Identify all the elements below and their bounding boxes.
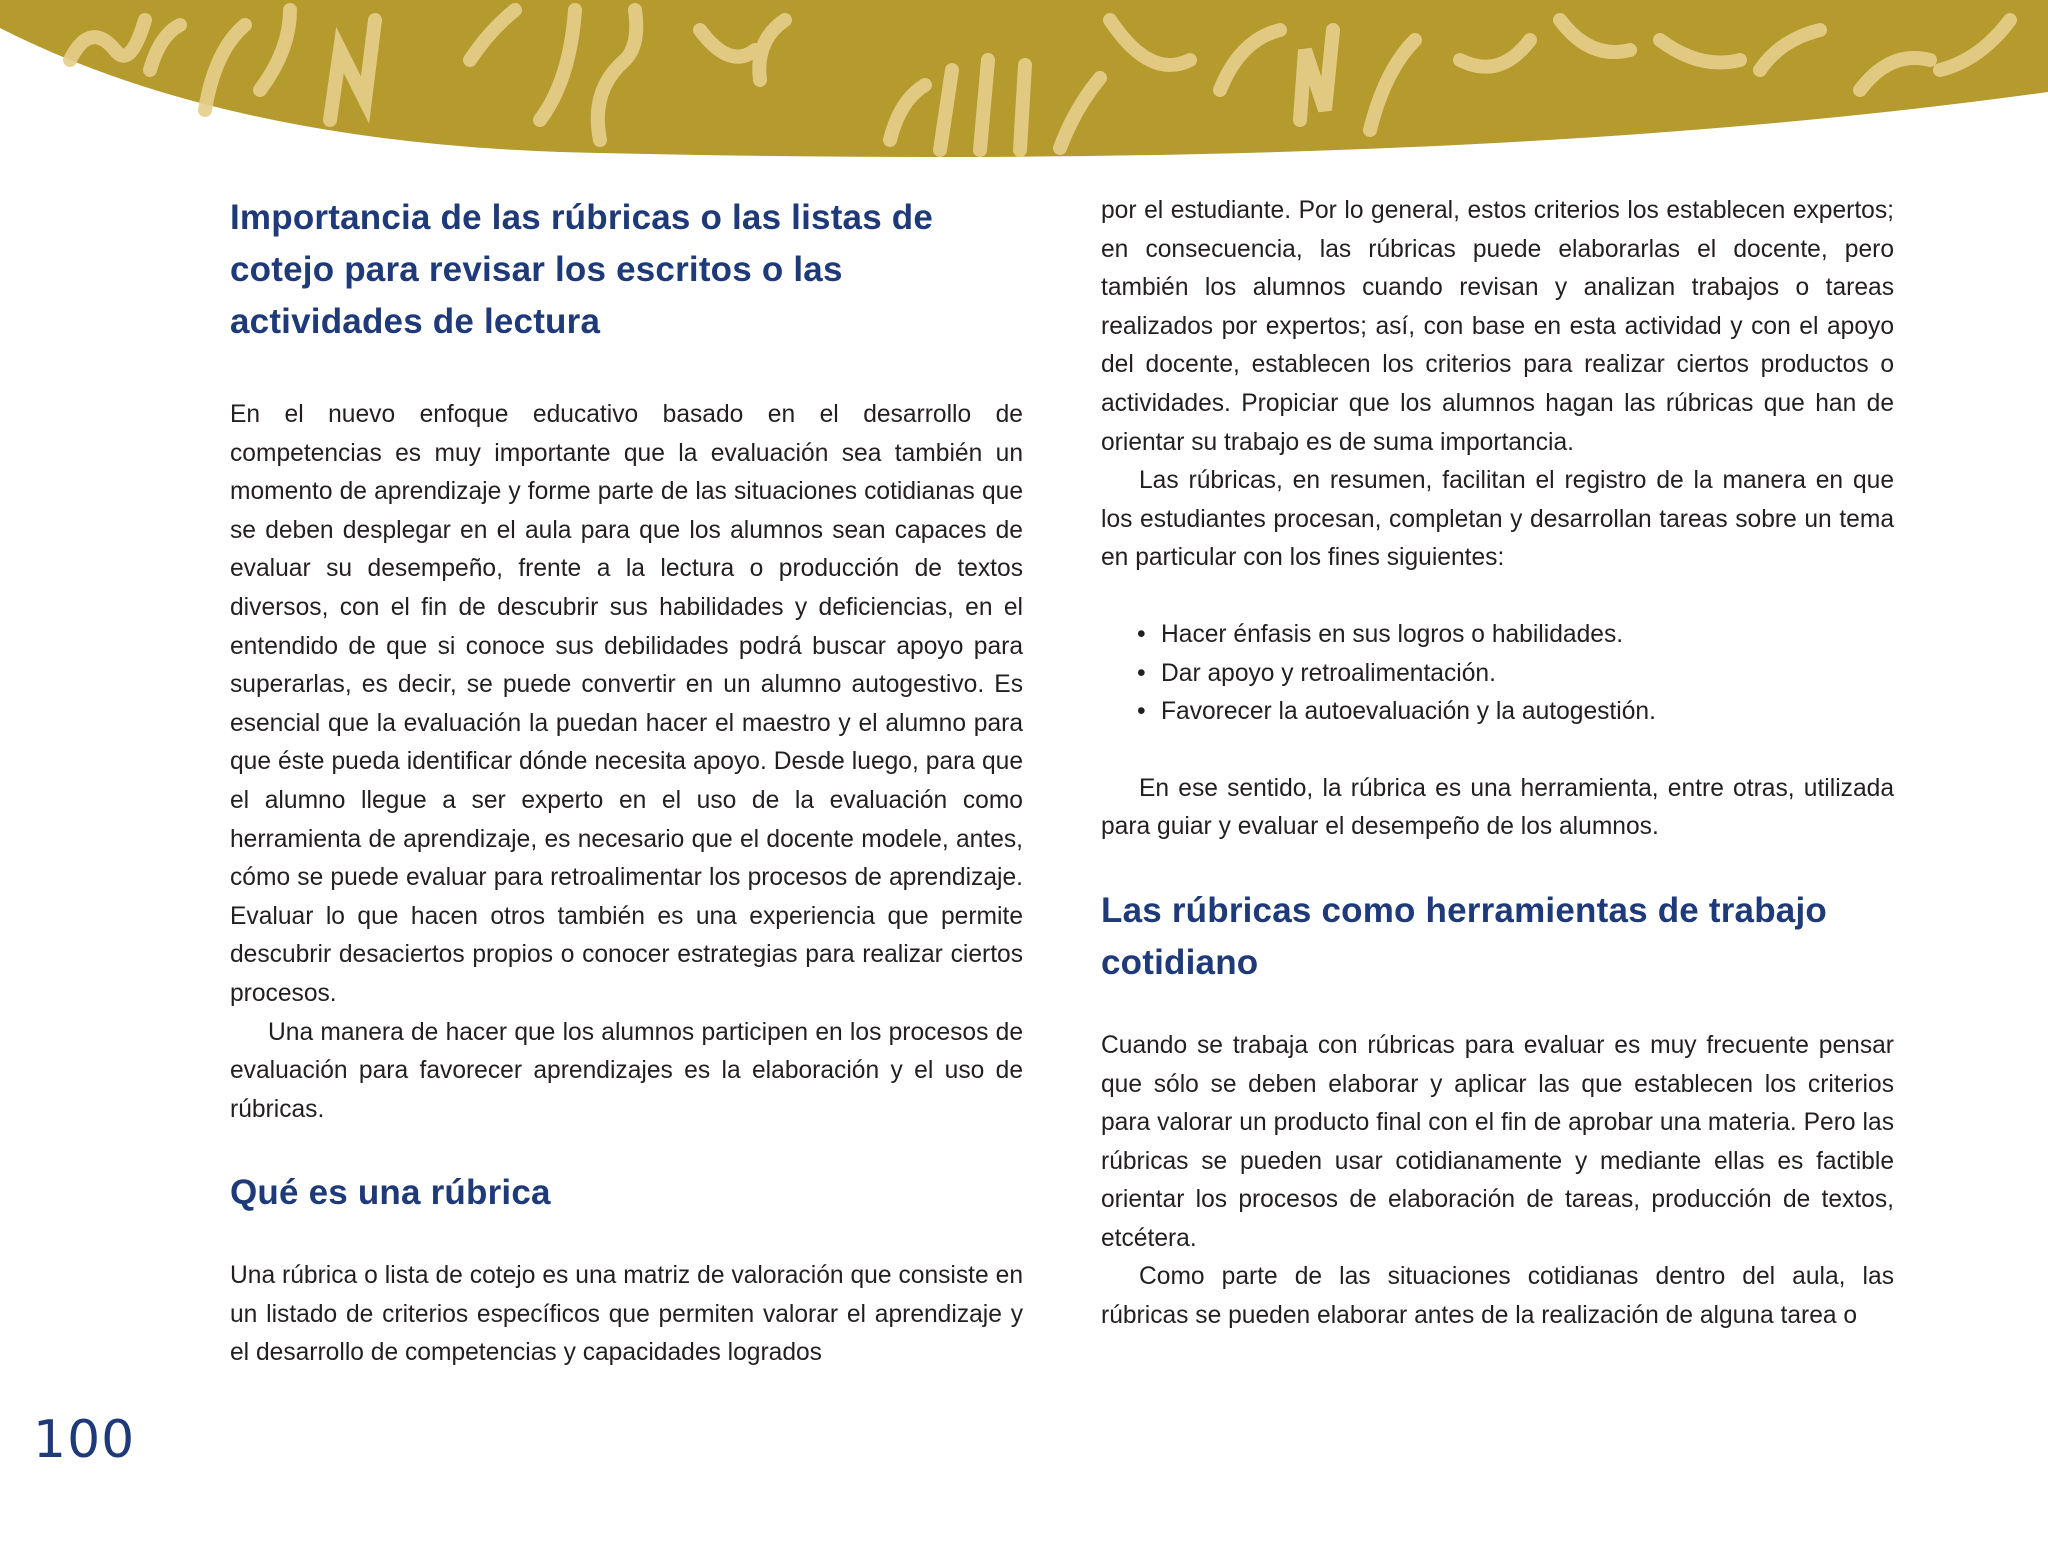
paragraph: En el nuevo enfoque educativo basado en el desarrollo de competencias es muy importante que la evaluación sea también un momento de aprendizaje y forme parte de las situaciones cotidianas que se deben desplegar en el aula para que los alumnos sean capaces de evaluar su desempeño, frente a la lectura o producción de textos diversos, con el fin de descubrir sus habilidades y deficiencias, en el entendido de que si conoce sus debilidades podrá buscar apoyo para superarlas, es decir, se puede convertir en un alumno autogestivo. Es esencial que la evaluación la puedan hacer el maestro y el alumno para que éste pueda identificar dónde necesita apoyo. Desde luego, para que el alumno llegue a ser experto en el uso de la evaluación como herramienta de aprendizaje, es necesario que el docente modele, antes, cómo se puede evaluar para retroalimentar los procesos de aprendizaje. Evaluar lo que hacen otros también es una experiencia que permite descubrir desaciertos propios o conocer estrategias para realizar ciertos procesos. xyxy=(230,401,1023,1007)
page-number: 100 xyxy=(33,1410,136,1470)
bullet-list xyxy=(1101,616,1894,732)
paragraph: Una manera de hacer que los alumnos participen en los procesos de evaluación para favorecer aprendizajes es la elaboración y el uso de rúbricas. xyxy=(230,1018,1023,1123)
right-column xyxy=(1101,192,1894,1336)
decorative-header-banner xyxy=(0,0,2048,170)
paragraph: Cuando se trabaja con rúbricas para evaluar es muy frecuente pensar que sólo se deben elaborar y aplicar las que establecen los criterios para valorar un producto final con el fin de aprobar una materia. Pero las rúbricas se pueden usar cotidianamente y mediante ellas es factible orientar los procesos de elaboración de tareas, producción de textos, etcétera. xyxy=(1101,1031,1894,1252)
paragraph: En ese sentido, la rúbrica es una herramienta, entre otras, utilizada para guiar y evaluar el desempeño de los alumnos. xyxy=(1101,774,1894,841)
left-column xyxy=(230,192,1023,1373)
paragraph: Una rúbrica o lista de cotejo es una matriz de valoración que consiste en un listado de criterios específicos que permiten valorar el aprendizaje y el desarrollo de competencias y capacidades logrados xyxy=(230,1262,1023,1367)
paragraph: Las rúbricas, en resumen, facilitan el registro de la manera en que los estudiantes procesan, completan y desarrollan tareas sobre un tema en particular con los fines siguientes: xyxy=(1101,467,1894,572)
list-item: • Favorecer la autoevaluación y la autogestión. xyxy=(1137,693,1894,732)
list-item: • Dar apoyo y retroalimentación. xyxy=(1137,655,1894,694)
section-heading-importance: Importancia de las rúbricas o las listas de cotejo para revisar los escritos o las actividades de lectura xyxy=(230,198,934,341)
list-item: • Hacer énfasis en sus logros o habilidades. xyxy=(1137,616,1894,655)
paragraph: por el estudiante. Por lo general, estos criterios los establecen expertos; en consecuencia, las rúbricas puede elaborarlas el docente, pero también los alumnos cuando revisan y analizan trabajos o tareas realizados por expertos; así, con base en esta actividad y con el apoyo del docente, establecen los criterios para realizar ciertos productos o actividades. Propiciar que los alumnos hagan las rúbricas que han de orientar su trabajo es de suma importancia. xyxy=(1101,197,1894,456)
section-heading-what-is-rubric: Qué es una rúbrica xyxy=(230,1173,551,1213)
paragraph: Como parte de las situaciones cotidianas dentro del aula, las rúbricas se pueden elaborar antes de la realización de alguna tarea o xyxy=(1101,1263,1894,1330)
section-heading-daily-tools: Las rúbricas como herramientas de trabajo cotidiano xyxy=(1101,890,1827,982)
